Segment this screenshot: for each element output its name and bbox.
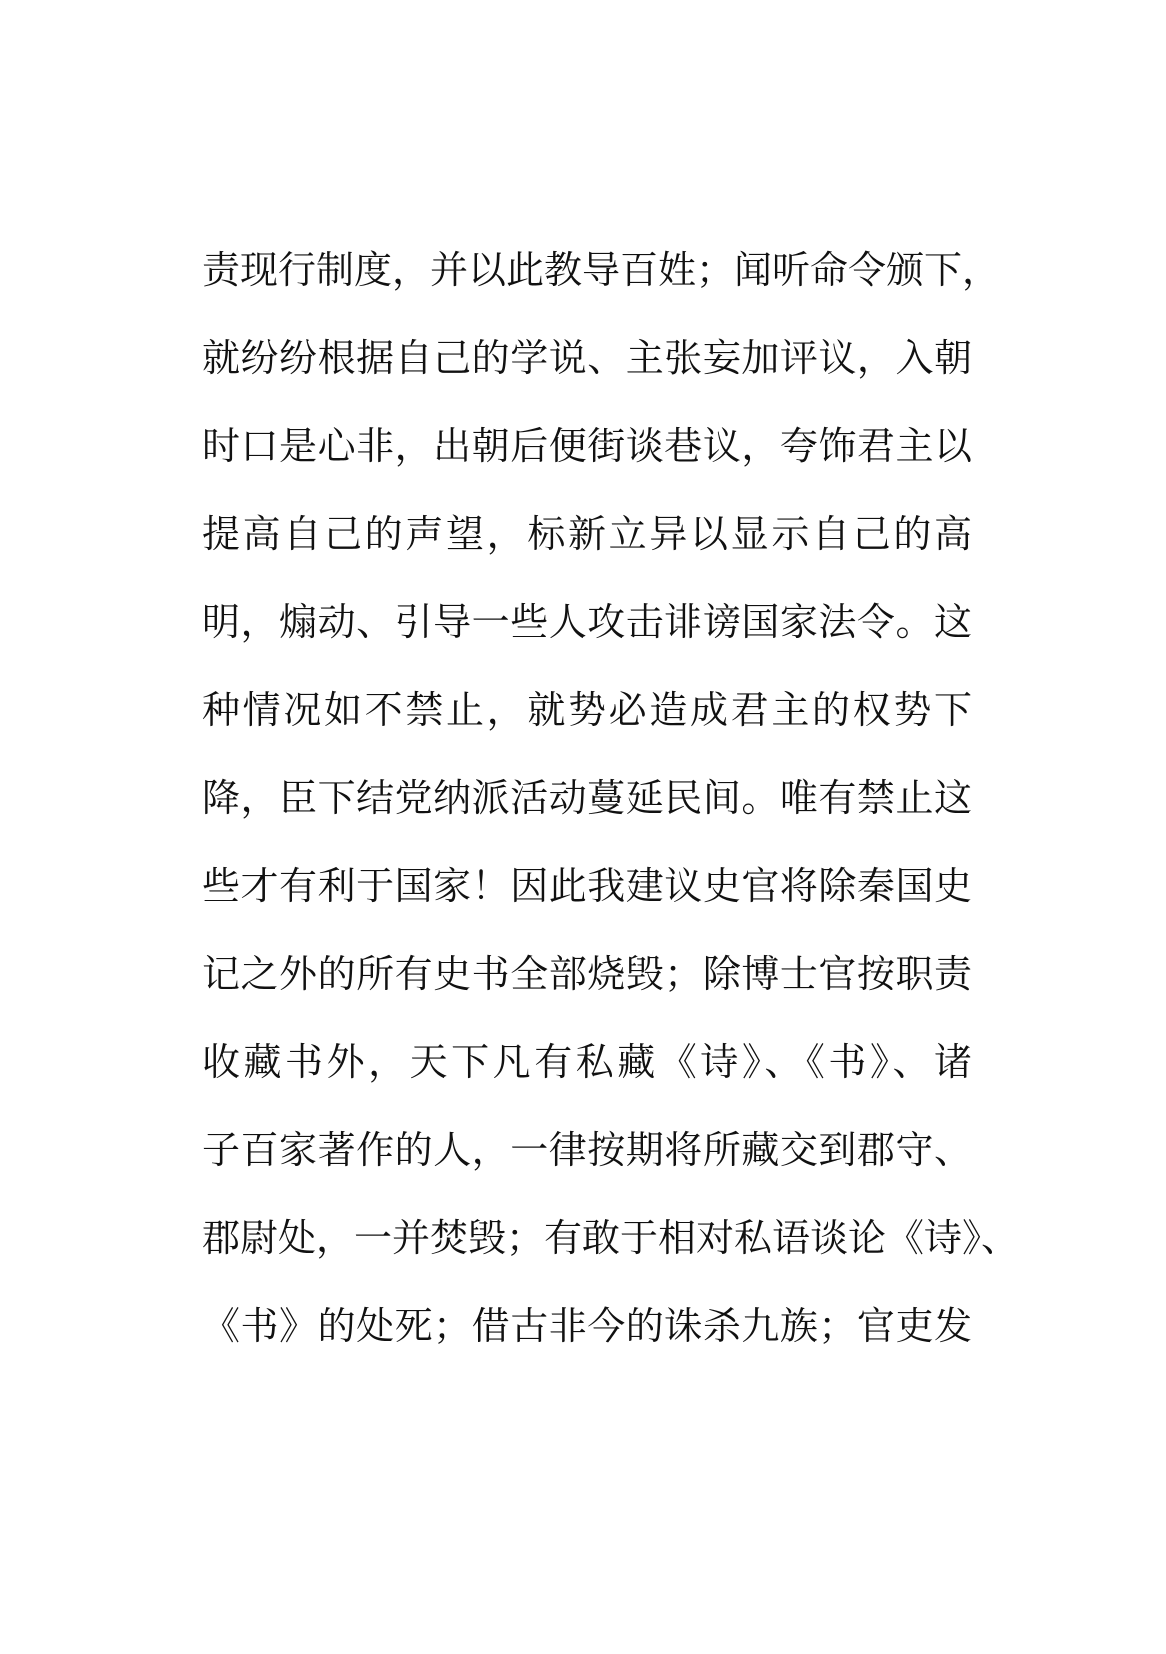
text-line-6: 种情况如不禁止，就势必造成君主的权势下 xyxy=(202,688,972,732)
text-line-11: 子百家著作的人，一律按期将所藏交到郡守、 xyxy=(202,1128,972,1172)
body-text xyxy=(202,245,1020,1389)
text-line-12: 郡尉处，一并焚毁；有敢于相对私语谈论《诗》、 xyxy=(202,1216,1020,1260)
text-line-8: 些才有利于国家！因此我建议史官将除秦国史 xyxy=(202,864,972,908)
text-line-1: 责现行制度，并以此教导百姓；闻听命令颁下， xyxy=(202,248,1001,292)
text-line-9: 记之外的所有史书全部烧毁；除博士官按职责 xyxy=(202,952,972,996)
text-line-3: 时口是心非，出朝后便街谈巷议，夸饰君主以 xyxy=(202,424,972,468)
text-line-5: 明，煽动、引导一些人攻击诽谤国家法令。这 xyxy=(202,600,972,644)
text-line-7: 降，臣下结党纳派活动蔓延民间。唯有禁止这 xyxy=(202,776,972,820)
text-line-13: 《书》的处死；借古非今的诛杀九族；官吏发 xyxy=(202,1304,972,1348)
text-line-4: 提高自己的声望，标新立异以显示自己的高 xyxy=(202,512,972,556)
text-line-2: 就纷纷根据自己的学说、主张妄加评议，入朝 xyxy=(202,336,972,380)
text-line-10: 收藏书外，天下凡有私藏《诗》、《书》、诸 xyxy=(202,1040,972,1084)
